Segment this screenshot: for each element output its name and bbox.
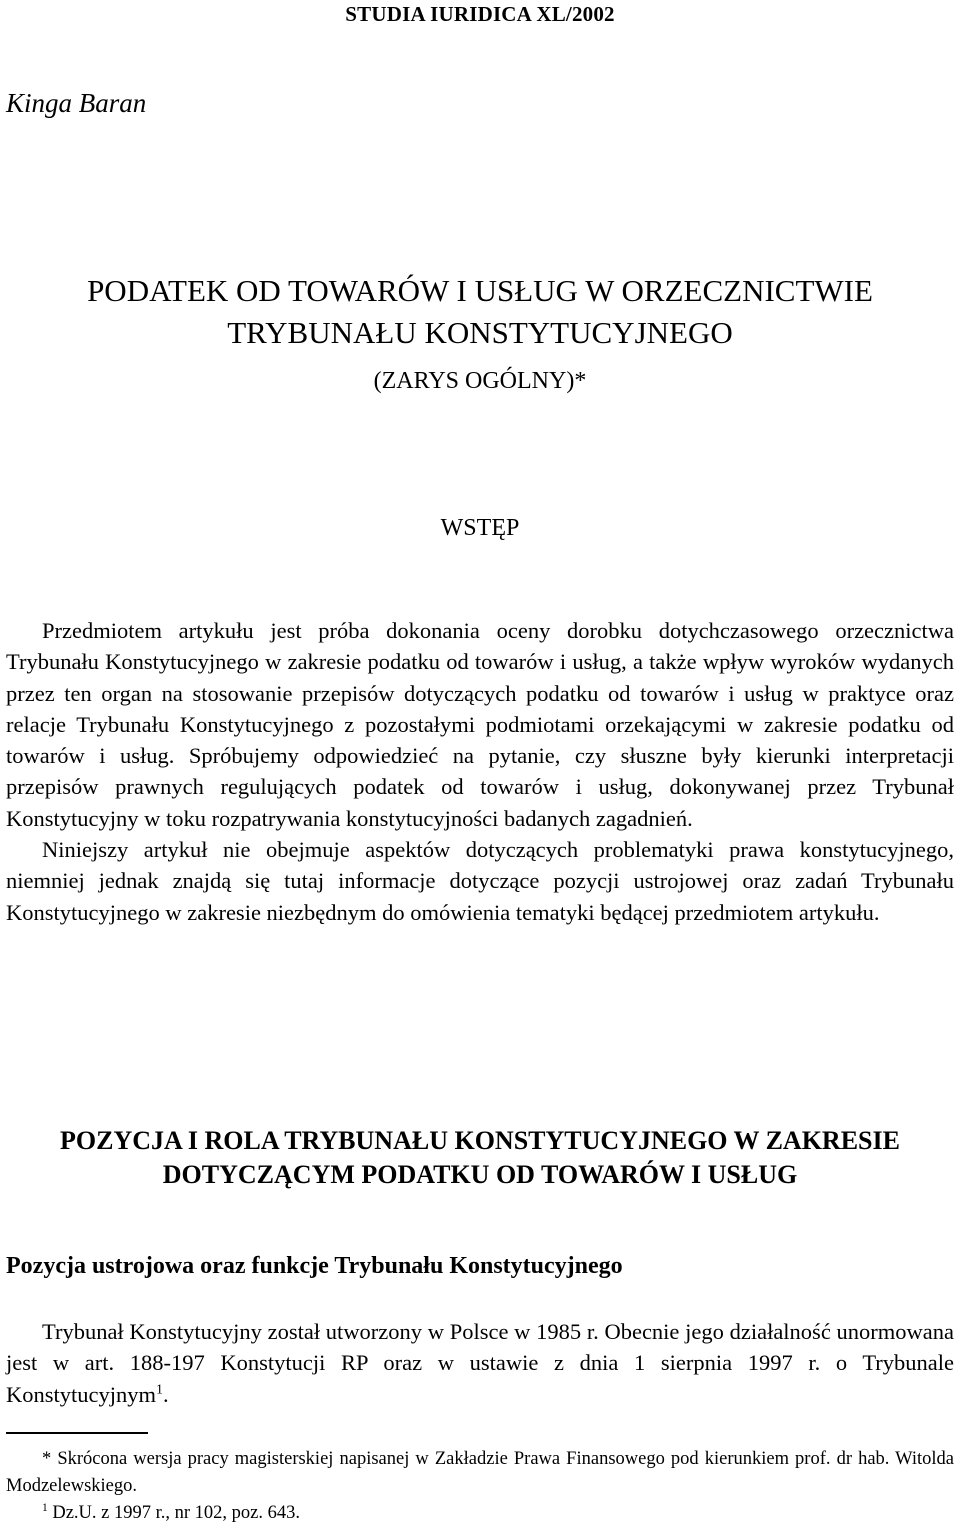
journal-header: STUDIA IURIDICA XL/2002 (345, 2, 615, 26)
article-title-line-2: TRYBUNAŁU KONSTYTUCYJNEGO (227, 315, 733, 350)
footnote-reference: 1 (156, 1382, 163, 1398)
section-body (6, 1316, 954, 1410)
intro-paragraph-2: Niniejszy artykuł nie obejmuje aspektów dotyczących problematyki prawa konstytucyjnego, niemniej jednak znajdą się tutaj informacje dotyczące pozycji ustrojowej oraz zadań Trybunału Konstytucyjnego w zakresie niezbędnym do omówienia tematyki będącej przedmiotem artykułu. (6, 837, 954, 925)
footnote-text: Skrócona wersja pracy magisterskiej napisanej w Zakładzie Prawa Finansowego pod kierunkiem prof. dr hab. Witolda Modzelewskiego. (6, 1449, 954, 1496)
footnote-item (6, 1446, 954, 1500)
section-heading-line-1: POZYCJA I ROLA TRYBUNAŁU KONSTYTUCYJNEGO W ZAKRESIE (60, 1126, 900, 1155)
article-title (6, 270, 954, 354)
section-heading (6, 1124, 954, 1192)
section-heading-line-2: DOTYCZĄCYM PODATKU OD TOWARÓW I USŁUG (162, 1160, 798, 1189)
section-paragraph-end: . (162, 1381, 169, 1407)
section-paragraph-text: Trybunał Konstytucyjny został utworzony w Polsce w 1985 r. Obecnie jego działalność unormowana jest w art. 188-197 Konstytucji RP oraz w ustawie z dnia 1 sierpnia 1997 r. o Trybunale Konstytucyjnym (6, 1319, 954, 1407)
section-paragraph (6, 1316, 954, 1410)
footnote-item (6, 1500, 954, 1527)
subsection-heading: Pozycja ustrojowa oraz funkcje Trybunału Konstytucyjnego (6, 1253, 623, 1279)
intro-heading: WSTĘP (440, 515, 520, 541)
footnote-mark: * (42, 1449, 52, 1469)
footnote-mark: 1 (42, 1502, 48, 1515)
intro-paragraph-1: Przedmiotem artykułu jest próba dokonania oceny dorobku dotychczasowego orzecznictwa Trybunału Konstytucyjnego w zakresie podatku od towarów i usług, a także wpływ wyroków wydanych przez ten organ na stosowanie przepisów dotyczących podatku od towarów i usług w praktyce oraz relacje Trybunału Konstytucyjnego z pozostałymi podmiotami orzekającymi w zakresie podatku od towarów i usług. Spróbujemy odpowiedzieć na pytanie, czy słuszne były kierunki interpretacji przepisów prawnych regulujących podatek od towarów i usług, dokonywanej przez Trybunał Konstytucyjny w toku rozpatrywania konstytucyjności badanych zagadnień. (6, 618, 954, 831)
footnote-text: Dz.U. z 1997 r., nr 102, poz. 643. (47, 1503, 301, 1523)
intro-body (6, 615, 954, 928)
footnote-divider (6, 1432, 148, 1434)
footnotes (6, 1446, 954, 1527)
article-subtitle: (ZARYS OGÓLNY)* (373, 368, 587, 394)
author-name: Kinga Baran (6, 88, 147, 118)
article-title-line-1: PODATEK OD TOWARÓW I USŁUG W ORZECZNICTWIE (87, 273, 873, 308)
